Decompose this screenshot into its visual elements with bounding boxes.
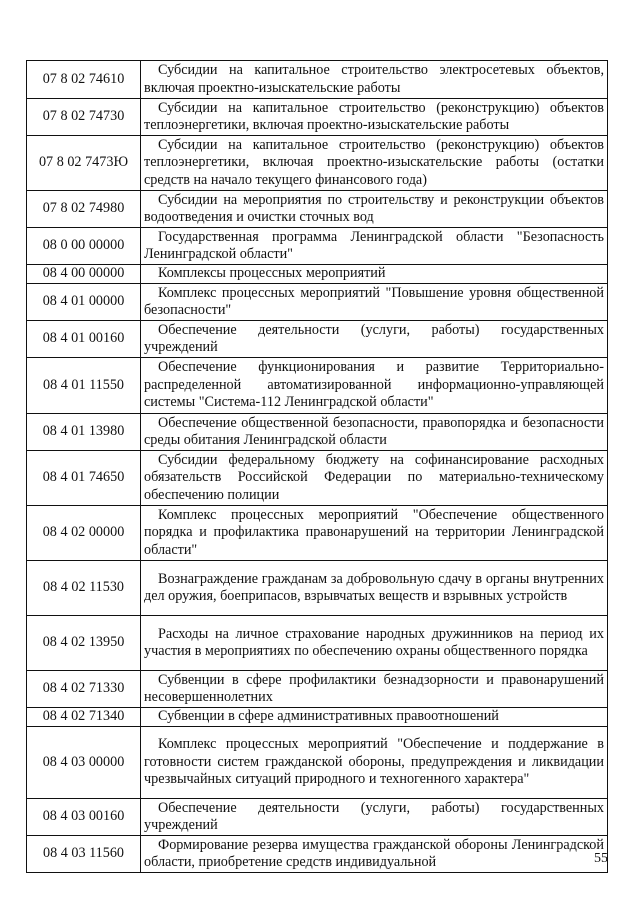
table-row (27, 61, 608, 99)
table-row (27, 561, 608, 616)
table-row (27, 451, 608, 506)
row-description: Обеспечение деятельности (услуги, работы) государственных учреждений (141, 321, 608, 358)
table-row (27, 228, 608, 265)
table-row (27, 358, 608, 414)
row-description: Обеспечение деятельности (услуги, работы) государственных учреждений (141, 799, 608, 836)
row-description: Субсидии на капитальное строительство электросетевых объектов, включая проектно-изыскательские работы (141, 61, 608, 99)
row-description: Государственная программа Ленинградской области "Безопасность Ленинградской области" (141, 228, 608, 265)
table-row (27, 136, 608, 191)
table-row (27, 836, 608, 873)
row-description: Субсидии на капитальное строительство (реконструкцию) объектов теплоэнергетики, включая проектно-изыскательские работы (остатки средств на начало текущего финансового года) (141, 136, 608, 191)
row-description: Субсидии федеральному бюджету на софинансирование расходных обязательств Российской Федерации по материально-техническому обеспечению полиции (141, 451, 608, 506)
row-code: 07 8 02 74730 (27, 99, 141, 136)
row-code: 08 4 01 74650 (27, 451, 141, 506)
row-code: 07 8 02 7473Ю (27, 136, 141, 191)
row-description: Комплексы процессных мероприятий (141, 265, 608, 284)
row-code: 08 4 02 13950 (27, 616, 141, 671)
row-description: Комплекс процессных мероприятий "Повышение уровня общественной безопасности" (141, 284, 608, 321)
row-code: 08 4 01 00160 (27, 321, 141, 358)
table-row (27, 616, 608, 671)
row-description: Формирование резерва имущества гражданской обороны Ленинградской области, приобретение средств индивидуальной (141, 836, 608, 873)
row-description: Субвенции в сфере профилактики безнадзорности и правонарушений несовершеннолетних (141, 671, 608, 708)
table-row (27, 191, 608, 228)
row-description: Комплекс процессных мероприятий "Обеспечение и поддержание в готовности систем гражданской обороны, предупреждения и ликвидации чрезвычайных ситуаций природного и техногенного характера" (141, 727, 608, 799)
row-code: 08 4 02 71340 (27, 708, 141, 727)
table-row (27, 284, 608, 321)
table-row (27, 727, 608, 799)
row-code: 08 4 02 71330 (27, 671, 141, 708)
budget-classification-table (26, 60, 608, 873)
row-code: 08 4 01 11550 (27, 358, 141, 414)
row-description: Субсидии на мероприятия по строительству и реконструкции объектов водоотведения и очистки сточных вод (141, 191, 608, 228)
row-code: 08 4 03 00160 (27, 799, 141, 836)
table-row (27, 99, 608, 136)
row-code: 08 4 03 11560 (27, 836, 141, 873)
row-code: 08 4 00 00000 (27, 265, 141, 284)
table-row (27, 265, 608, 284)
row-code: 08 4 01 00000 (27, 284, 141, 321)
row-description: Субвенции в сфере административных правоотношений (141, 708, 608, 727)
row-code: 07 8 02 74980 (27, 191, 141, 228)
table-row (27, 321, 608, 358)
table-row (27, 708, 608, 727)
row-code: 07 8 02 74610 (27, 61, 141, 99)
table-row (27, 506, 608, 561)
table-row (27, 799, 608, 836)
row-description: Субсидии на капитальное строительство (реконструкцию) объектов теплоэнергетики, включая проектно-изыскательские работы (141, 99, 608, 136)
row-code: 08 4 03 00000 (27, 727, 141, 799)
table-row (27, 414, 608, 451)
row-code: 08 4 02 11530 (27, 561, 141, 616)
row-code: 08 0 00 00000 (27, 228, 141, 265)
row-description: Комплекс процессных мероприятий "Обеспечение общественного порядка и профилактика правонарушений на территории Ленинградской области" (141, 506, 608, 561)
row-code: 08 4 02 00000 (27, 506, 141, 561)
row-description: Обеспечение общественной безопасности, правопорядка и безопасности среды обитания Ленинградской области (141, 414, 608, 451)
row-description: Расходы на личное страхование народных дружинников на период их участия в мероприятиях по обеспечению охраны общественного порядка (141, 616, 608, 671)
table-row (27, 671, 608, 708)
row-description: Обеспечение функционирования и развитие Территориально-распределенной автоматизированной информационно-управляющей системы "Система-112 Ленинградской области" (141, 358, 608, 414)
row-code: 08 4 01 13980 (27, 414, 141, 451)
row-description: Вознаграждение гражданам за добровольную сдачу в органы внутренних дел оружия, боеприпасов, взрывчатых веществ и взрывных устройств (141, 561, 608, 616)
page-number: 55 (594, 851, 608, 866)
